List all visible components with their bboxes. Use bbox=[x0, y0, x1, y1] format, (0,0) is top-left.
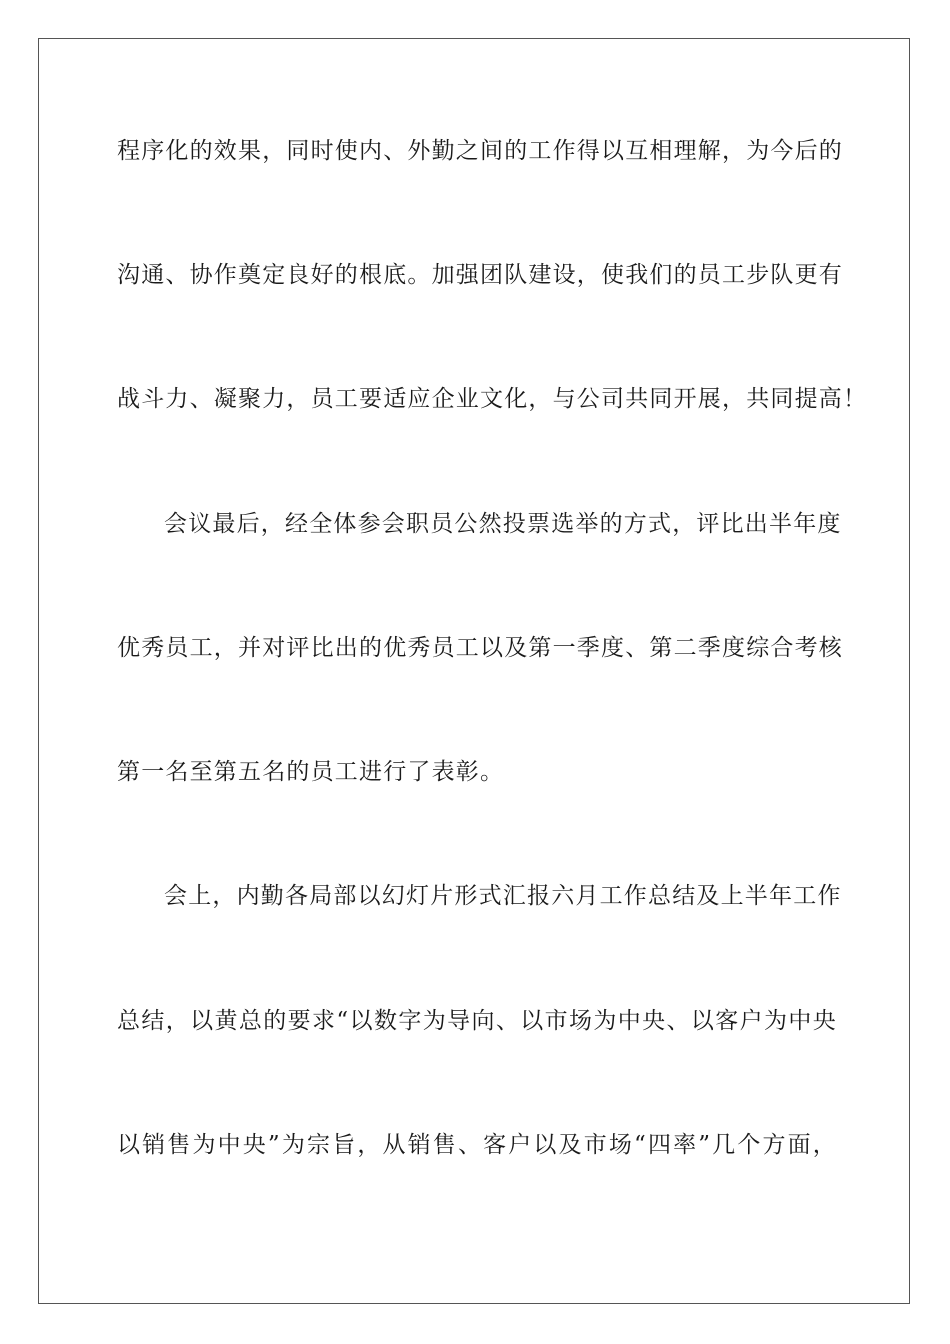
text-line-9: 以销售为中央”为宗旨，从销售、客户以及市场“四率”几个方面， bbox=[117, 1132, 837, 1158]
text-line-8: 总结，以黄总的要求“以数字为导向、以市场为中央、以客户为中央 bbox=[117, 1008, 837, 1034]
page-border bbox=[38, 38, 910, 1304]
paragraph-start-line-4: 会议最后，经全体参会职员公然投票选举的方式，评比出半年度 bbox=[164, 511, 842, 537]
text-line-2: 沟通、协作奠定良好的根底。加强团队建设，使我们的员工步队更有 bbox=[117, 262, 843, 288]
text-line-5: 优秀员工，并对评比出的优秀员工以及第一季度、第二季度综合考核 bbox=[117, 635, 843, 661]
paragraph-start-line-7: 会上，内勤各局部以幻灯片形式汇报六月工作总结及上半年工作 bbox=[164, 883, 842, 909]
text-line-1: 程序化的效果，同时使内、外勤之间的工作得以互相理解，为今后的 bbox=[117, 138, 843, 164]
text-line-3: 战斗力、凝聚力，员工要适应企业文化，与公司共同开展，共同提高！ bbox=[117, 386, 868, 412]
text-line-6: 第一名至第五名的员工进行了表彰。 bbox=[117, 759, 505, 785]
